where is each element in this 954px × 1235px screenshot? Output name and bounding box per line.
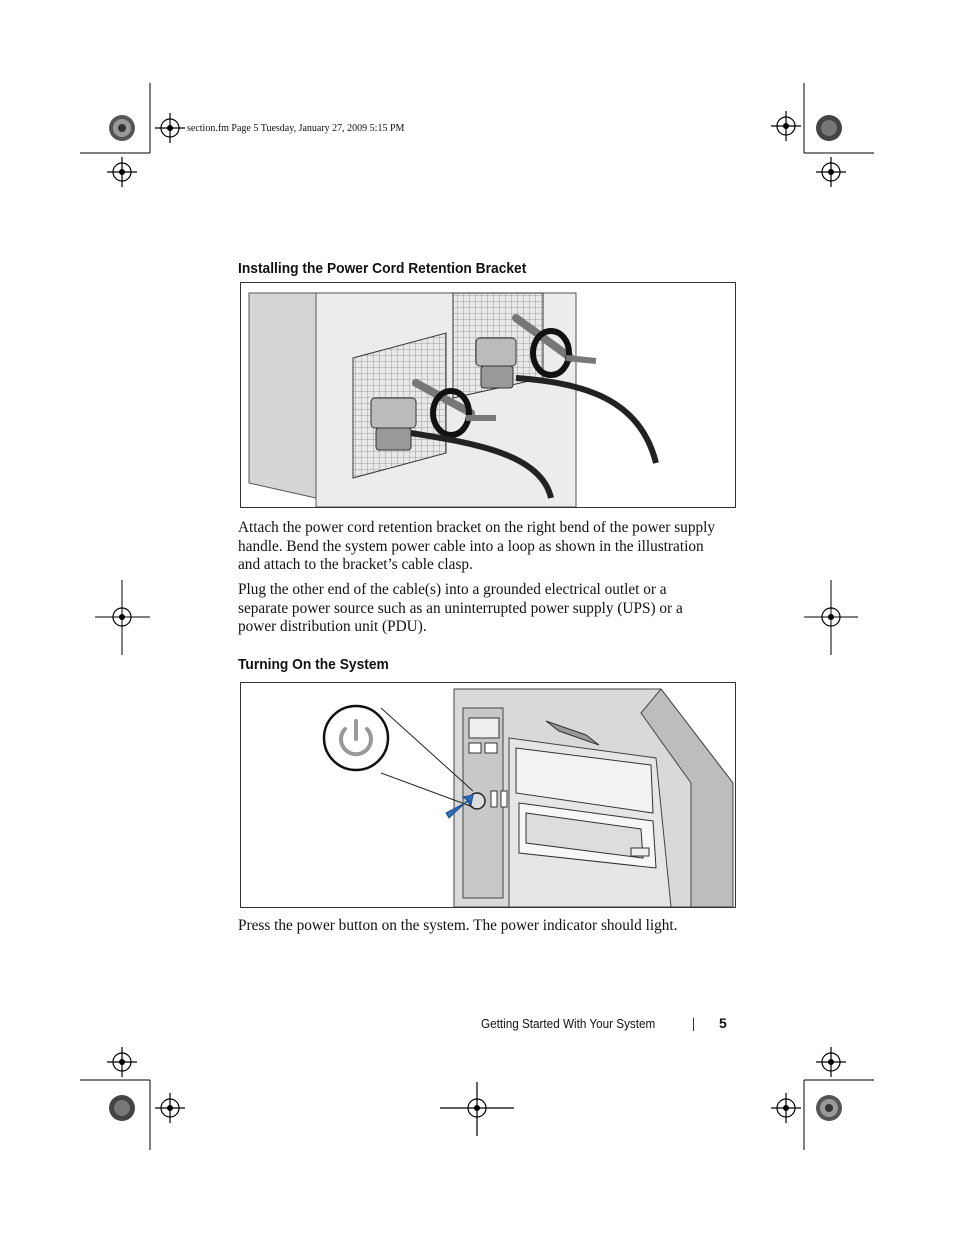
footer-title: Getting Started With Your System <box>481 1016 656 1031</box>
retention-bracket-illustration <box>240 282 736 508</box>
system-front-drawing <box>241 683 735 907</box>
page-number: 5 <box>719 1015 727 1031</box>
paragraph-power-button: Press the power button on the system. The power indicator should light. <box>238 917 678 934</box>
print-slug: section.fm Page 5 Tuesday, January 27, 2009 5:15 PM <box>187 123 405 134</box>
section-heading-turning-on: Turning On the System <box>238 656 389 673</box>
paragraph-outlet: Plug the other end of the cable(s) into a grounded electrical outlet or a separate power source such as an uninterrupted power supply (UPS) or a power distribution unit (PDU). <box>238 581 683 635</box>
section-heading-retention-bracket: Installing the Power Cord Retention Bracket <box>238 260 527 277</box>
power-cord-bracket-drawing <box>241 283 735 507</box>
paragraph-retention-bracket: Attach the power cord retention bracket on the right bend of the power supply handle. Bend the system power cable into a loop as shown in the illustration and attach to the bracket’s cable clasp. <box>238 519 716 573</box>
footer-divider <box>693 1018 694 1031</box>
power-button-illustration <box>240 682 736 908</box>
